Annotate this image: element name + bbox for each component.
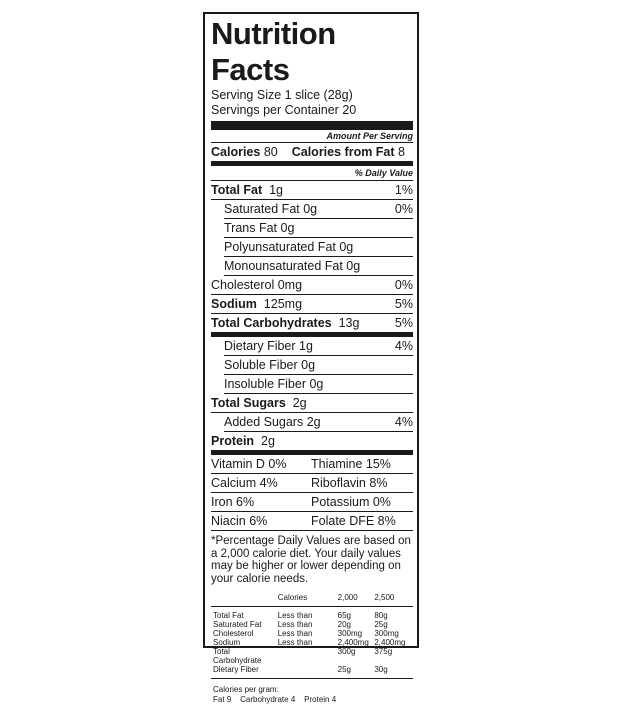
- nutrient-row: [211, 295, 413, 314]
- nutrient-amount: 125mg: [264, 297, 302, 311]
- table-row: [211, 629, 413, 638]
- vitamin-item: Vitamin D 0%: [211, 455, 311, 473]
- nutrient-name: Cholesterol 0mg: [211, 276, 302, 294]
- table-cell: Total Fat: [211, 611, 278, 620]
- vitamin-item: Potassium 0%: [311, 493, 391, 511]
- nutrient-amount: 1g: [269, 183, 283, 197]
- table-cell: Sodium: [211, 638, 278, 647]
- nutrient-dv: 4%: [395, 337, 413, 355]
- calories-value: 80: [264, 143, 278, 161]
- vitamin-row: [211, 493, 413, 512]
- table-cell: [278, 647, 338, 665]
- calories-row: [211, 143, 413, 161]
- table-header-cell: 2,000: [338, 593, 375, 602]
- servings-per-container: Servings per Container 20: [211, 103, 413, 118]
- table-cell: 20g: [338, 620, 375, 629]
- nutrient-dv: 0%: [395, 200, 413, 218]
- nutrient-name: Polyunsaturated Fat 0g: [224, 238, 353, 256]
- nutrient-dv: 5%: [395, 295, 413, 313]
- vitamin-item: Niacin 6%: [211, 512, 311, 530]
- label-title: Nutrition Facts: [211, 16, 413, 88]
- nutrient-amount: 2g: [293, 396, 307, 410]
- table-row: [211, 665, 413, 674]
- table-header: [211, 589, 413, 607]
- table-cell: [278, 665, 338, 674]
- table-cell: Less than: [278, 638, 338, 647]
- nutrient-row: [224, 356, 413, 375]
- nutrient-row: [211, 314, 413, 332]
- calories-per-gram: [211, 679, 413, 704]
- table-cell: 25g: [374, 620, 413, 629]
- nutrient-row: [211, 276, 413, 295]
- nutrient-name: Trans Fat 0g: [224, 219, 294, 237]
- table-cell: 80g: [374, 611, 413, 620]
- nutrient-row: [211, 432, 413, 450]
- table-body: [211, 607, 413, 679]
- table-cell: Cholesterol: [211, 629, 278, 638]
- vitamin-item: Iron 6%: [211, 493, 311, 511]
- table-cell: Dietary Fiber: [211, 665, 278, 674]
- nutrient-row: [224, 238, 413, 257]
- table-cell: 65g: [338, 611, 375, 620]
- table-header-cell: [211, 593, 278, 602]
- nutrient-dv: 0%: [395, 276, 413, 294]
- nutrient-row: [224, 200, 413, 219]
- vitamin-row: [211, 512, 413, 531]
- table-row: [211, 611, 413, 620]
- table-header-cell: Calories: [278, 593, 338, 602]
- nutrient-name: Saturated Fat 0g: [224, 200, 317, 218]
- nutrient-amount: 13g: [339, 316, 360, 330]
- calories-fat-value: 8: [398, 143, 405, 161]
- daily-value-table: [211, 589, 413, 679]
- table-cell: 375g: [374, 647, 413, 665]
- divider-thick: [211, 121, 413, 130]
- calories-fat-label: Calories from Fat: [292, 143, 395, 161]
- nutrient-name: Total Sugars: [211, 396, 286, 410]
- nutrient-row: [224, 375, 413, 394]
- footnote: *Percentage Daily Values are based on a 2,000 calorie diet. Your daily values may be higher or lower depending on your calorie needs.: [211, 531, 413, 589]
- table-cell: 25g: [338, 665, 375, 674]
- table-cell: Less than: [278, 611, 338, 620]
- serving-size: Serving Size 1 slice (28g): [211, 88, 413, 103]
- table-row: [211, 647, 413, 665]
- table-cell: 300mg: [338, 629, 375, 638]
- calories-per-gram-values: Fat 9 Carbohydrate 4 Protein 4: [213, 695, 413, 704]
- nutrient-name: Insoluble Fiber 0g: [224, 375, 323, 393]
- nutrient-name: Protein: [211, 434, 254, 448]
- table-cell: 2,400mg: [338, 638, 375, 647]
- nutrient-name: Added Sugars 2g: [224, 413, 321, 431]
- nutrition-label: [203, 12, 419, 648]
- vitamin-item: Riboflavin 8%: [311, 474, 387, 492]
- vitamin-row: [211, 455, 413, 474]
- nutrient-row: [224, 257, 413, 276]
- vitamin-item: Calcium 4%: [211, 474, 311, 492]
- table-cell: Saturated Fat: [211, 620, 278, 629]
- nutrient-dv: 1%: [395, 181, 413, 199]
- amount-per-serving: Amount Per Serving: [211, 130, 413, 142]
- nutrient-dv: 4%: [395, 413, 413, 431]
- nutrient-row: [211, 181, 413, 200]
- table-row: [211, 620, 413, 629]
- table-cell: 300mg: [374, 629, 413, 638]
- daily-value-header: % Daily Value: [211, 166, 413, 181]
- nutrient-row: [224, 413, 413, 432]
- table-cell: Less than: [278, 620, 338, 629]
- table-cell: 30g: [374, 665, 413, 674]
- table-cell: 2,400mg: [374, 638, 413, 647]
- vitamin-item: Folate DFE 8%: [311, 512, 396, 530]
- nutrient-name: Total Fat: [211, 183, 262, 197]
- nutrient-name: Total Carbohydrates: [211, 316, 332, 330]
- nutrient-name: Monounsaturated Fat 0g: [224, 257, 360, 275]
- vitamin-row: [211, 474, 413, 493]
- table-cell: 300g: [338, 647, 375, 665]
- nutrient-name: Soluble Fiber 0g: [224, 356, 315, 374]
- table-cell: Less than: [278, 629, 338, 638]
- nutrient-amount: 2g: [261, 434, 275, 448]
- table-cell: Total Carbohydrate: [211, 647, 278, 665]
- calories-per-gram-label: Calories per gram:: [213, 685, 413, 695]
- nutrient-name: Dietary Fiber 1g: [224, 337, 313, 355]
- table-header-cell: 2,500: [374, 593, 413, 602]
- table-row: [211, 638, 413, 647]
- nutrient-name: Sodium: [211, 297, 257, 311]
- vitamin-item: Thiamine 15%: [311, 455, 391, 473]
- nutrient-row: [224, 337, 413, 356]
- nutrient-row: [211, 394, 413, 413]
- calories-label: Calories: [211, 143, 260, 161]
- nutrient-dv: 5%: [395, 314, 413, 332]
- nutrient-row: [224, 219, 413, 238]
